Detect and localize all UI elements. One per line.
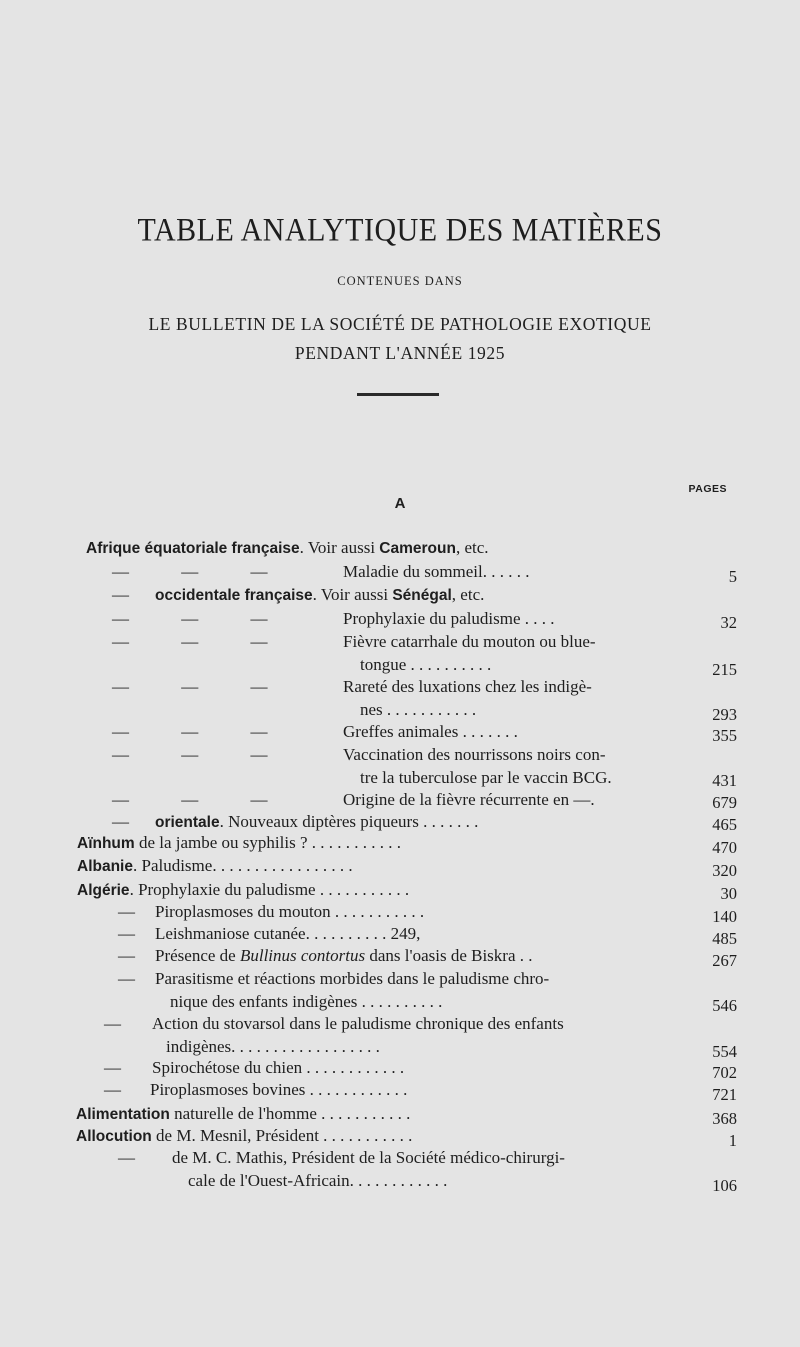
page-number: 267 <box>712 951 737 970</box>
entry-text: Fièvre catarrhale du mouton ou blue- <box>343 632 596 651</box>
entry-text: Leishmaniose cutanée. . . . . . . . . . 249, <box>155 924 421 943</box>
ditto-dashes: — — — <box>112 745 268 764</box>
entry-algerie <box>77 880 409 900</box>
entry-text: Prophylaxie du paludisme . . . . <box>343 609 555 628</box>
entry-text: Parasitisme et réactions morbides dans le paludisme chro- <box>155 969 550 988</box>
ditto-dashes: — — — <box>112 632 268 651</box>
entry-heading: occidentale française <box>155 587 313 604</box>
entry-bullinus <box>155 946 533 966</box>
entry-text: Piroplasmoses du mouton . . . . . . . . . . . <box>155 902 425 921</box>
ditto-dash: — <box>104 1058 121 1077</box>
species-name: Bullinus contortus <box>239 946 366 965</box>
page-number: 1 <box>728 1131 737 1150</box>
entry-heading: Algérie <box>77 882 130 899</box>
ditto-dashes: — — — <box>112 677 268 696</box>
entry-text: Rareté des luxations chez les indigè- <box>343 677 592 696</box>
page-number: 32 <box>720 613 737 632</box>
page-number: 485 <box>712 929 737 948</box>
entry-text: Action du stovarsol dans le paludisme chronique des enfants <box>152 1014 564 1033</box>
ditto-dash: — <box>112 585 129 604</box>
ditto-dash: — <box>104 1014 121 1033</box>
ditto-dashes: — — — <box>112 722 268 741</box>
entry-text: dans l'oasis de Biskra . . <box>365 946 533 965</box>
entry-text: , etc. <box>455 538 489 557</box>
entry-text: Piroplasmoses bovines . . . . . . . . . . . . <box>150 1080 408 1099</box>
ditto-dashes: — — — <box>112 562 268 581</box>
entry-text: . Prophylaxie du paludisme . . . . . . . . . . . <box>129 880 410 899</box>
page-number: 431 <box>712 771 737 790</box>
subtitle-contenues: CONTENUES DANS <box>337 274 463 288</box>
entry-text: . Voir aussi <box>299 538 380 557</box>
entry-alimentation <box>76 1104 410 1124</box>
title-rule <box>357 393 439 396</box>
entry-occidentale <box>155 585 484 605</box>
entry-text: Greffes animales . . . . . . . <box>343 722 518 741</box>
entry-allocution <box>76 1126 412 1146</box>
entry-text: . Paludisme. . . . . . . . . . . . . . . . . <box>132 856 353 875</box>
entry-text: . Voir aussi <box>312 585 393 604</box>
ditto-dash: — <box>104 1080 121 1099</box>
page-number: 355 <box>712 726 737 745</box>
ditto-dash: — <box>118 969 135 988</box>
page-number: 30 <box>720 884 737 903</box>
entry-text-continued: nes . . . . . . . . . . . <box>360 700 477 719</box>
entry-text-continued: tre la tuberculose par le vaccin BCG. <box>360 768 612 787</box>
entry-orientale <box>155 812 478 832</box>
entry-text: . Nouveaux diptères piqueurs . . . . . . . <box>219 812 479 831</box>
entry-text-continued: nique des enfants indigènes . . . . . . . . . . <box>170 992 443 1011</box>
entry-heading: Albanie <box>77 858 133 875</box>
entry-text: de M. Mesnil, Président . . . . . . . . . . . <box>151 1126 413 1145</box>
entry-text-continued: indigènes. . . . . . . . . . . . . . . . . . <box>166 1037 380 1056</box>
ditto-dash: — <box>112 812 129 831</box>
subtitle-year: PENDANT L'ANNÉE 1925 <box>294 343 506 363</box>
pages-column-header: PAGES <box>688 483 727 495</box>
entry-text: Vaccination des nourrissons noirs con- <box>343 745 606 764</box>
page-number: 5 <box>728 567 737 586</box>
entry-text: Présence de <box>155 946 240 965</box>
entry-text: , etc. <box>451 585 485 604</box>
ditto-dash: — <box>118 902 135 921</box>
page-number: 293 <box>712 705 737 724</box>
page-number: 465 <box>712 815 737 834</box>
subtitle-bulletin: LE BULLETIN DE LA SOCIÉTÉ DE PATHOLOGIE EXOTIQUE <box>148 314 652 334</box>
page-number: 721 <box>712 1085 737 1104</box>
page-number: 554 <box>712 1042 737 1061</box>
section-letter: A <box>394 495 406 512</box>
entry-text: Maladie du sommeil. . . . . . <box>343 562 530 581</box>
entry-heading: Afrique équatoriale française <box>86 540 300 557</box>
page-number: 546 <box>712 996 737 1015</box>
entry-text: Origine de la fièvre récurrente en —. <box>343 790 595 809</box>
page-number: 368 <box>712 1109 737 1128</box>
ditto-dashes: — — — <box>112 609 268 628</box>
ditto-dash: — <box>118 1148 135 1167</box>
entry-albanie <box>77 856 353 876</box>
entry-text: de M. C. Mathis, Président de la Société médico-chirurgi- <box>172 1148 565 1167</box>
entry-crossref: Sénégal <box>392 587 452 604</box>
entry-text: Spirochétose du chien . . . . . . . . . . . . <box>152 1058 405 1077</box>
page-number: 106 <box>712 1176 737 1195</box>
entry-crossref: Cameroun <box>379 540 456 557</box>
page-number: 140 <box>712 907 737 926</box>
entry-ainhum <box>77 833 401 853</box>
page-number: 215 <box>712 660 737 679</box>
entry-afrique-equatoriale <box>86 538 489 558</box>
page-number: 470 <box>712 838 737 857</box>
entry-heading: Aïnhum <box>77 835 135 852</box>
entry-heading: Alimentation <box>76 1106 170 1123</box>
page-number: 320 <box>712 861 737 880</box>
ditto-dash: — <box>118 924 135 943</box>
entry-text-continued: tongue . . . . . . . . . . <box>360 655 492 674</box>
page-title: TABLE ANALYTIQUE DES MATIÈRES <box>137 212 663 249</box>
ditto-dashes: — — — <box>112 790 268 809</box>
ditto-dash: — <box>118 946 135 965</box>
entry-text-continued: cale de l'Ouest-Africain. . . . . . . . . . . . <box>188 1171 448 1190</box>
page-number: 702 <box>712 1063 737 1082</box>
entry-heading: Allocution <box>76 1128 152 1145</box>
entry-text: de la jambe ou syphilis ? . . . . . . . . . . . <box>134 833 401 852</box>
entry-heading: orientale <box>155 814 220 831</box>
entry-text: naturelle de l'homme . . . . . . . . . . . <box>169 1104 411 1123</box>
page-number: 679 <box>712 793 737 812</box>
